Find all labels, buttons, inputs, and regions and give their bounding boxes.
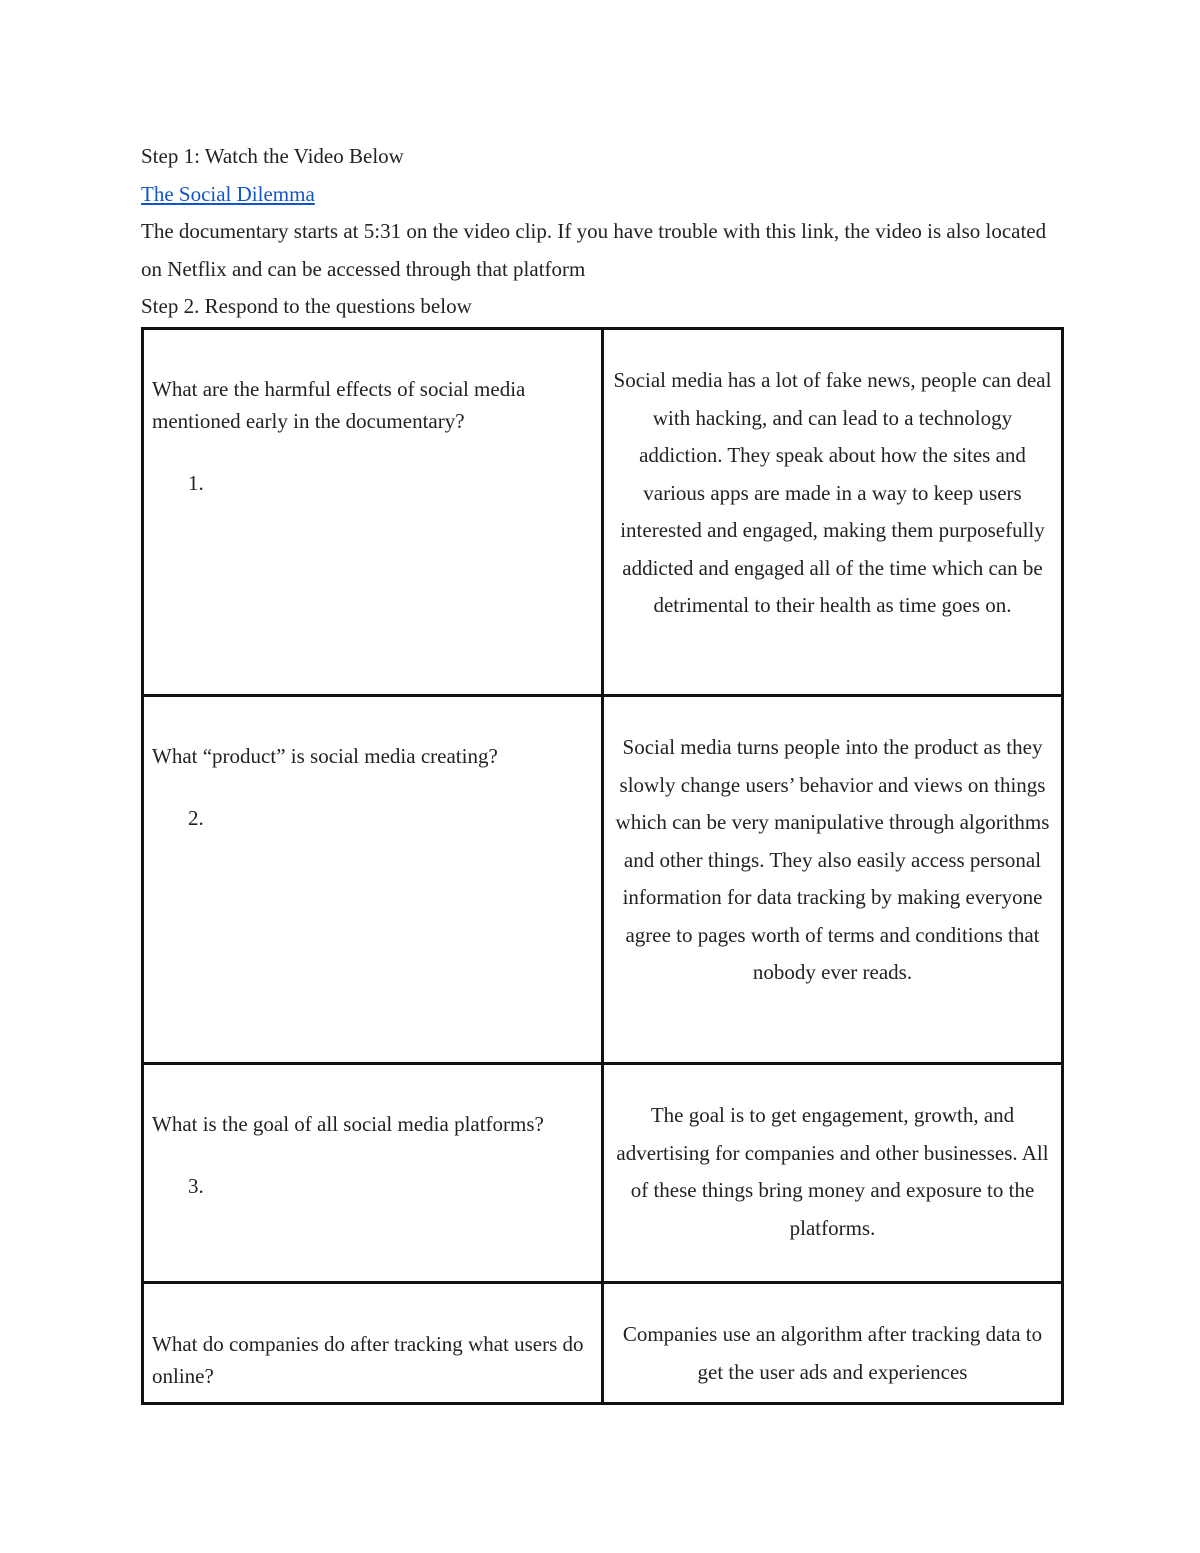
question-cell [143, 1283, 603, 1404]
step-1-heading: Step 1: Watch the Video Below [141, 144, 404, 168]
table-row [143, 329, 1063, 696]
answer-cell [603, 329, 1063, 696]
question-cell [143, 329, 603, 696]
question-number: 3. [188, 1174, 204, 1198]
question-cell [143, 1064, 603, 1283]
video-description: The documentary starts at 5:31 on the video clip. If you have trouble with this link, the video is also located on Netflix and can be accessed through that platform [141, 219, 1047, 281]
answer-cell [603, 1064, 1063, 1283]
answer-text: Social media turns people into the product as they slowly change users’ behavior and views on things which can be very manipulative through algorithms and other things. They also easily access personal information for data tracking by making everyone agree to pages worth of terms and conditions that nobody ever reads. [615, 735, 1050, 984]
answer-text: Companies use an algorithm after tracking data to get the user ads and experiences [622, 1322, 1043, 1384]
table-row [143, 696, 1063, 1064]
question-text: What do companies do after tracking what users do online? [152, 1332, 584, 1388]
video-link[interactable]: The Social Dilemma [141, 181, 315, 206]
table-row [143, 1283, 1063, 1404]
question-number: 1. [188, 471, 204, 495]
instructions [141, 138, 1061, 326]
question-number: 2. [188, 806, 204, 830]
answer-cell [603, 1283, 1063, 1404]
question-text: What is the goal of all social media platforms? [152, 1112, 544, 1136]
answer-text: The goal is to get engagement, growth, and advertising for companies and other businesses. All of these things bring money and exposure to the platforms. [616, 1103, 1049, 1240]
question-answer-table [141, 327, 1064, 1405]
question-text: What “product” is social media creating? [152, 744, 498, 768]
answer-cell [603, 696, 1063, 1064]
table-row [143, 1064, 1063, 1283]
question-text: What are the harmful effects of social media mentioned early in the documentary? [152, 377, 526, 433]
answer-text: Social media has a lot of fake news, people can deal with hacking, and can lead to a technology addiction. They speak about how the sites and various apps are made in a way to keep users interested and engaged, making them purposefully addicted and engaged all of the time which can be detrimental to their health as time goes on. [613, 368, 1052, 617]
question-cell [143, 696, 603, 1064]
step-2-heading: Step 2. Respond to the questions below [141, 294, 472, 318]
